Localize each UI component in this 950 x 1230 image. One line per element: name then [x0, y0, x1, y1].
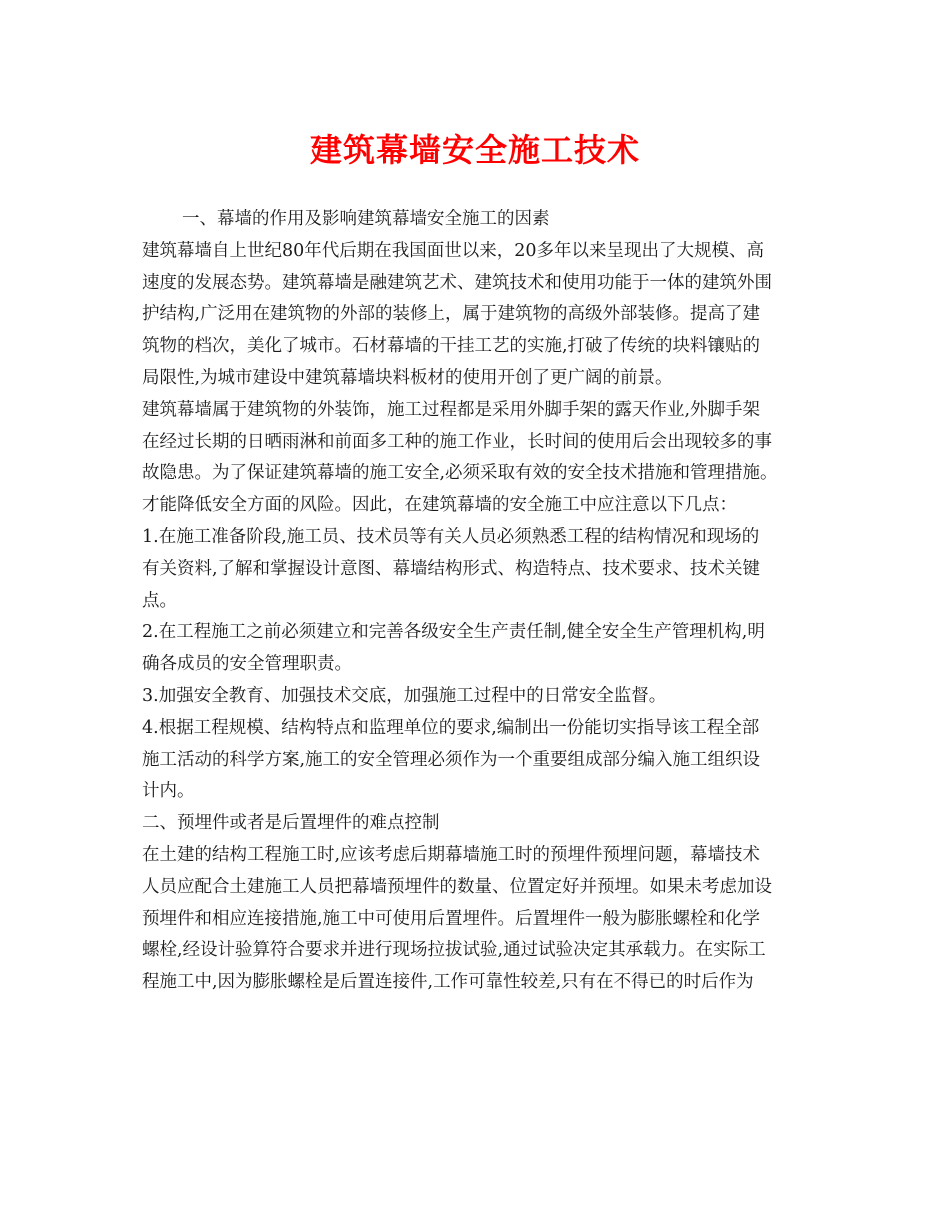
paragraph-line: 建筑幕墙自上世纪80年代后期在我国面世以来，20多年以来呈现出了大规模、高	[142, 240, 765, 261]
section-heading-1: 一、幕墙的作用及影响建筑幕墙安全施工的因素	[182, 209, 550, 229]
paragraph-line: 局限性,为城市建设中建筑幕墙块料板材的使用开创了更广阔的前景。	[142, 367, 673, 388]
list-item-4-line: 计内。	[142, 781, 195, 802]
list-item-2-line: 确各成员的安全管理职责。	[142, 654, 352, 675]
paragraph-line: 建筑幕墙属于建筑物的外装饰，施工过程都是采用外脚手架的露天作业,外脚手架	[142, 399, 761, 420]
paragraph-line: 筑物的档次，美化了城市。石材幕墙的干挂工艺的实施,打破了传统的块料镶贴的	[142, 336, 761, 357]
paragraph-line: 在土建的结构工程施工时,应该考虑后期幕墙施工时的预埋件预埋问题，幕墙技术	[142, 844, 761, 865]
document-title: 建筑幕墙安全施工技术	[309, 131, 640, 169]
list-item-4-line: 施工活动的科学方案,施工的安全管理必须作为一个重要组成部分编入施工组织设	[142, 749, 761, 770]
list-item-2-line: 2.在工程施工之前必须建立和完善各级安全生产责任制,健全安全生产管理机构,明	[142, 622, 765, 643]
paragraph-line: 护结构,广泛用在建筑物的外部的装修上，属于建筑物的高级外部装修。提高了建	[142, 304, 761, 325]
document-body	[142, 204, 814, 999]
paragraph-line: 在经过长期的日晒雨淋和前面多工种的施工作业，长时间的使用后会出现较多的事	[142, 431, 772, 452]
section-heading-2: 二、预埋件或者是后置埋件的难点控制	[142, 813, 440, 834]
paragraph-line: 程施工中,因为膨胀螺栓是后置连接件,工作可靠性较差,只有在不得已的时后作为	[142, 972, 754, 993]
list-item-1-line: 有关资料,了解和掌握设计意图、幕墙结构形式、构造特点、技术要求、技术关键	[142, 558, 761, 579]
list-item-3-line: 3.加强安全教育、加强技术交底，加强施工过程中的日常安全监督。	[142, 685, 667, 706]
list-item-1-line: 点。	[142, 590, 177, 611]
paragraph-line: 才能降低安全方面的风险。因此，在建筑幕墙的安全施工中应注意以下几点：	[142, 495, 737, 516]
paragraph-line: 螺栓,经设计验算符合要求并进行现场拉拔试验,通过试验决定其承载力。在实际工	[142, 940, 766, 961]
list-item-4-line: 4.根据工程规模、结构特点和监理单位的要求,编制出一份能切实指导该工程全部	[142, 717, 760, 738]
paragraph-line: 速度的发展态势。建筑幕墙是融建筑艺术、建筑技术和使用功能于一体的建筑外围	[142, 272, 772, 293]
list-item-1-line: 1.在施工准备阶段,施工员、技术员等有关人员必须熟悉工程的结构情况和现场的	[142, 526, 760, 547]
paragraph-line: 故隐患。为了保证建筑幕墙的施工安全,必须采取有效的安全技术措施和管理措施。	[142, 463, 778, 484]
paragraph-line: 人员应配合土建施工人员把幕墙预埋件的数量、位置定好并预埋。如果未考虑加设	[142, 876, 772, 897]
paragraph-line: 预埋件和相应连接措施,施工中可使用后置埋件。后置埋件一般为膨胀螺栓和化学	[142, 908, 761, 929]
